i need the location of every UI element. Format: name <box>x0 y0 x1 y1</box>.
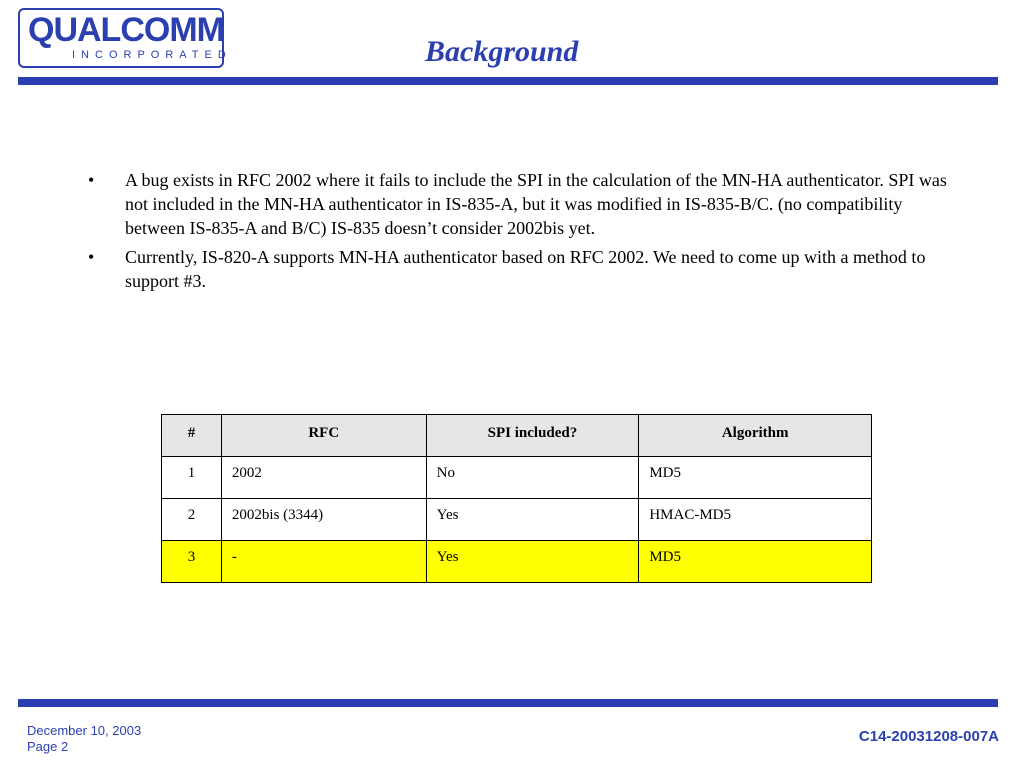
bullet-text: Currently, IS-820-A supports MN-HA authenticator based on RFC 2002. We need to come up with a method to support #3. <box>125 247 926 291</box>
logo-wordmark: QUALCOMM <box>28 11 224 49</box>
bullet-icon: • <box>88 247 95 267</box>
footer-page-number: Page 2 <box>27 739 69 754</box>
logo-subtitle: INCORPORATED <box>72 49 232 61</box>
footer-date-block <box>27 723 141 755</box>
slide-title: Background <box>425 35 579 68</box>
table-cell-number: 1 <box>162 457 222 499</box>
document-code: C14-20031208-007A <box>858 728 999 745</box>
table-cell-spi-included: Yes <box>426 541 639 583</box>
column-header-number: # <box>162 415 222 457</box>
bullet-list <box>88 168 948 298</box>
table-cell-algorithm: HMAC-MD5 <box>639 499 872 541</box>
table-cell-rfc: 2002bis (3344) <box>221 499 426 541</box>
table-row <box>162 499 872 541</box>
header-divider <box>18 77 998 85</box>
qualcomm-logo <box>18 8 232 68</box>
table-cell-rfc: - <box>221 541 426 583</box>
column-header-algorithm: Algorithm <box>639 415 872 457</box>
bullet-item <box>88 245 948 293</box>
table-cell-spi-included: Yes <box>426 499 639 541</box>
footer-divider <box>18 699 998 707</box>
footer-date: December 10, 2003 <box>27 723 142 738</box>
bullet-text: A bug exists in RFC 2002 where it fails to include the SPI in the calculation of the MN-HA authenticator. SPI was not included in the MN-HA authenticator in IS-835-A, but it was modified in IS-835-B/C. (no compatibility between IS-835-A and B/C) IS-835 doesn’t consider 2002bis yet. <box>125 170 947 238</box>
table-row-highlighted <box>162 541 872 583</box>
table-header-row <box>162 415 872 457</box>
table-cell-spi-included: No <box>426 457 639 499</box>
table-cell-number: 2 <box>162 499 222 541</box>
table-cell-rfc: 2002 <box>221 457 426 499</box>
column-header-spi-included: SPI included? <box>426 415 639 457</box>
table-cell-number: 3 <box>162 541 222 583</box>
column-header-rfc: RFC <box>221 415 426 457</box>
table-row <box>162 457 872 499</box>
table-cell-algorithm: MD5 <box>639 457 872 499</box>
table-cell-algorithm: MD5 <box>639 541 872 583</box>
bullet-icon: • <box>88 170 95 190</box>
rfc-comparison-table <box>161 414 872 583</box>
bullet-item <box>88 168 948 240</box>
